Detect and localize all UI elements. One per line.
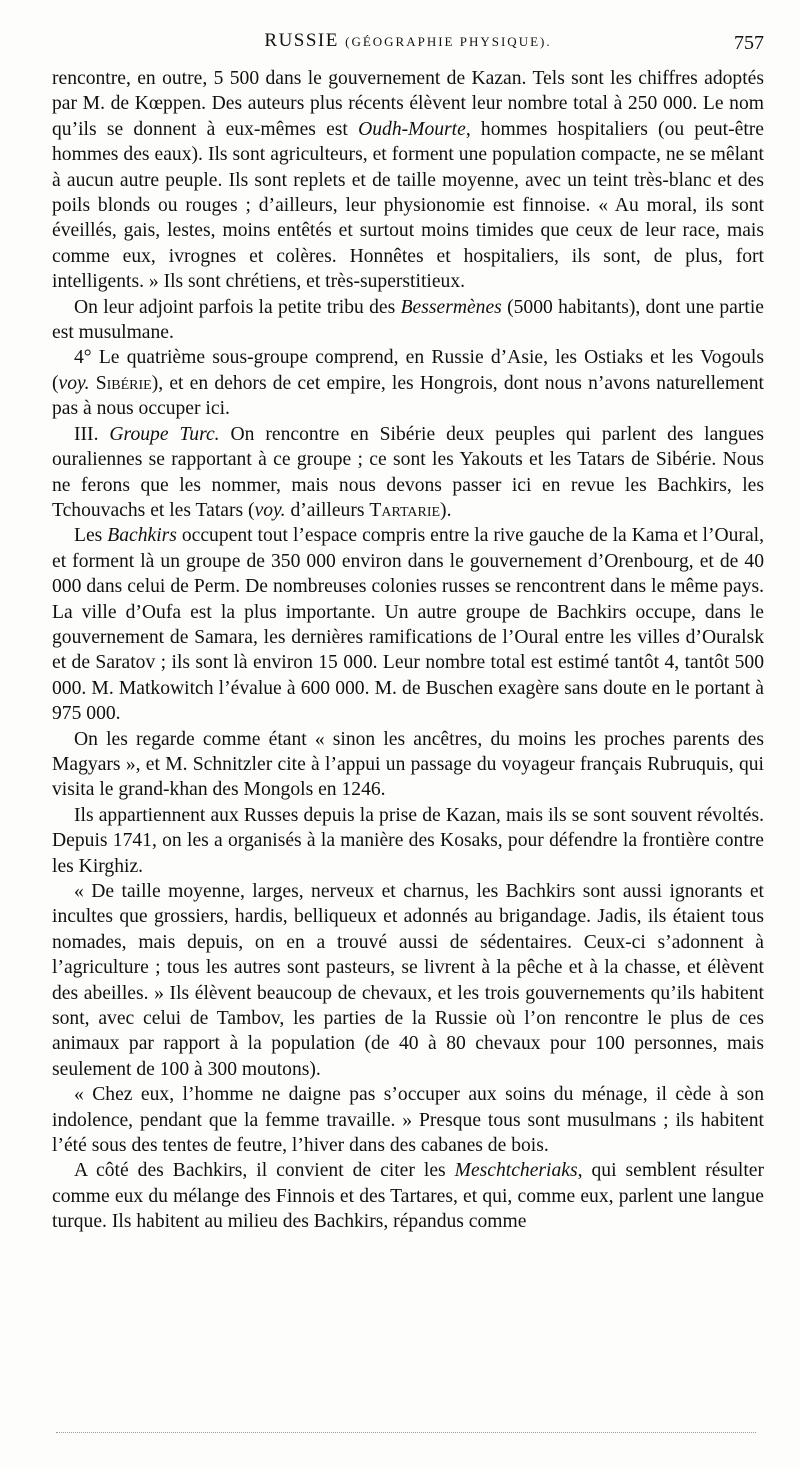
text-run: 4° Le quatrième sous-groupe comprend, en Russie d’Asie, les Ostiaks et les Vogouls ( — [52, 347, 764, 394]
text-run: « Chez eux, l’homme ne daigne pas s’occuper aux soins du ménage, il cède à son indolence, pendant que la femme travaille. » Presque tous sont musulmans ; ils habitent l’été sous des tentes de feutre, l’hiver dans des cabanes de bois. — [52, 1084, 764, 1157]
italic-text: voy. — [254, 499, 286, 521]
text-run: ). — [440, 499, 452, 521]
text-run: ), et en dehors de cet empire, les Hongrois, dont nous n’avons naturellement pas à nous occuper ici. — [52, 372, 764, 420]
text-run: On rencontre en Sibérie deux peuples qui parlent des langues ouraliennes se rapportant à ce groupe ; ce sont les Yakouts et les Tatars de Sibérie. Nous ne ferons que les nommer, mais nous devons passer ici en revue les Bachkirs, les Tchouvachs et les Tatars ( — [52, 423, 765, 521]
italic-text: Bachkirs — [107, 525, 177, 547]
text-run: occupent tout l’espace compris entre la rive gauche de la Kama et l’Oural, et forment là un groupe de 350 000 environ dans le gouvernement d’Orenbourg, et de 40 000 dans celui de Perm. De nombreuses colonies russes se rencontrent dans le même pays. La ville d’Oufa est la plus importante. Un autre groupe de Bachkirs occupe, dans le gouvernement de Samara, les dernières ramifications de l’Oural entre les villes d’Ouralsk et de Saratov ; ils sont là environ 15 000. Leur nombre total est estimé tantôt 4, tantôt 500 000. M. Matkowitch l’évalue à 600 000. M. de Buschen exagère sans doute en le portant à 975 000. — [52, 525, 764, 725]
italic-text: Oudh-Mourte — [358, 118, 466, 140]
paragraph — [52, 727, 764, 803]
footer-rule — [56, 1432, 756, 1433]
text-run: d’ailleurs — [285, 499, 370, 521]
italic-text: Bessermènes — [400, 296, 502, 318]
text-run: Les — [74, 525, 108, 547]
text-run: « De taille moyenne, larges, nerveux et charnus, les Bachkirs sont aussi ignorants et incultes que grossiers, hardis, belliqueux et adonnés au brigandage. Jadis, ils étaient tous nomades, mais depuis, on en a trouvé aussi de sédentaires. Ceux-ci s’adonnent à l’agriculture ; tous les autres sont pasteurs, se livrent à la pêche et à la chasse, et élèvent des abeilles. » Ils élèvent beaucoup de chevaux, et les trois gouvernements qu’ils habitent sont, avec celui de Tambov, les parties de la Russie où l’on rencontre le plus de ces animaux par rapport à la population (de 40 à 80 chevaux pour 100 personnes, mais seulement de 100 à 300 moutons). — [52, 881, 764, 1080]
text-run: On les regarde comme étant « sinon les ancêtres, du moins les proches parents des Magyars », et M. Schnitzler cite à l’appui un passage du voyageur français Rubruquis, qui visita le grand-khan des Mongols en 1246. — [52, 728, 764, 801]
paragraph — [52, 523, 764, 726]
small-caps-text: Sibérie — [95, 372, 152, 394]
running-title — [52, 30, 764, 52]
text-run: III. — [74, 423, 110, 445]
paragraph — [52, 1082, 764, 1158]
running-title-main: RUSSIE — [264, 30, 339, 51]
page-header — [52, 30, 764, 62]
text-run: , qui semblent résulter comme eux du mélange des Finnois et des Tartares, et qui, comme eux, parlent une langue turque. Ils habitent au milieu des Bachkirs, répandus comme — [52, 1160, 764, 1233]
text-run: Ils appartiennent aux Russes depuis la prise de Kazan, mais ils se sont souvent révoltés. Depuis 1741, on les a organisés à la manière des Kosaks, pour défendre la frontière contre les Kirghiz. — [52, 804, 764, 877]
text-run: On leur adjoint parfois la petite tribu des — [74, 296, 401, 318]
italic-text: Groupe Turc. — [109, 423, 220, 445]
running-title-subtitle: (GÉOGRAPHIE PHYSIQUE). — [345, 34, 552, 49]
small-caps-text: Tartarie — [369, 499, 441, 521]
text-run: rencontre, en outre, 5 500 dans le gouvernement de Kazan. Tels sont les chiffres adoptés par M. de Kœppen. Des auteurs plus récents élèvent leur nombre total à 250 000. Le nom qu’ils se donnent à eux-mêmes est — [52, 68, 764, 140]
text-run: A côté des Bachkirs, il convient de citer les — [74, 1160, 455, 1182]
paragraph — [52, 422, 764, 524]
italic-text: voy. — [58, 372, 90, 394]
paragraph — [52, 295, 764, 346]
body-text — [52, 66, 764, 1235]
paragraph — [52, 66, 764, 295]
paragraph — [52, 879, 764, 1082]
italic-text: Meschtcheriaks — [454, 1160, 578, 1182]
paragraph — [52, 1158, 764, 1234]
text-run: (5000 habitants), dont une partie est musulmane. — [52, 296, 764, 344]
paragraph — [52, 803, 764, 879]
text-run: , hommes hospitaliers (ou peut-être hommes des eaux). Ils sont agriculteurs, et forment une population compacte, ne se mêlant à aucun autre peuple. Ils sont replets et de taille moyenne, avec un teint très-blanc et des poils blonds ou rouges ; d’ailleurs, leur physionomie est finnoise. « Au moral, ils sont éveillés, gais, lestes, moins entêtés et surtout moins timides que ceux de leur race, mais comme eux, ivrognes et colères. Honnêtes et hospitaliers, ils sont, de plus, fort intelligents. » Ils sont chrétiens, et très-superstitieux. — [52, 118, 765, 293]
page-number: 757 — [734, 32, 764, 54]
paragraph — [52, 345, 764, 421]
